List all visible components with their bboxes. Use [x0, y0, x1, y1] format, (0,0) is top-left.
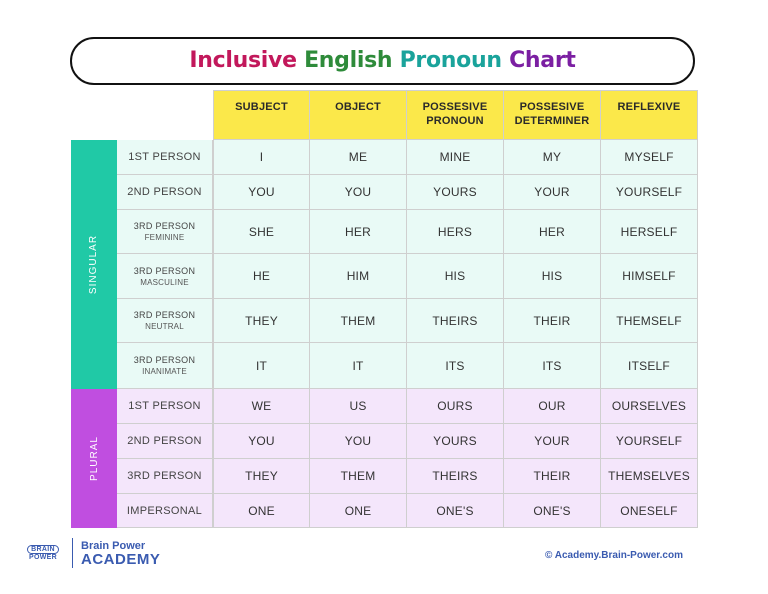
- singular-group-label: [71, 140, 117, 389]
- table-cell: THEM: [310, 459, 407, 494]
- table-cell: THEIR: [504, 459, 601, 494]
- table-cell: OURSELVES: [601, 389, 698, 424]
- brand-name: [81, 539, 160, 567]
- table-cell: WE: [213, 389, 310, 424]
- row-label-text: 2ND PERSON: [127, 186, 202, 198]
- badge-bottom-text: POWER: [29, 554, 57, 561]
- table-cell: THEY: [213, 459, 310, 494]
- row-label: [117, 175, 213, 210]
- brain-power-badge-icon: [22, 538, 64, 568]
- table-cell: ITS: [407, 343, 504, 389]
- table-cell: MY: [504, 140, 601, 175]
- table-cell: SHE: [213, 210, 310, 254]
- table-cell: HIS: [407, 254, 504, 299]
- table-cell: THEIRS: [407, 299, 504, 343]
- table-cell: YOURSELF: [601, 175, 698, 210]
- row-label-text: 3RD PERSON: [133, 221, 196, 231]
- table-cell: IT: [310, 343, 407, 389]
- table-cell: YOUR: [504, 175, 601, 210]
- plural-group-text: PLURAL: [88, 436, 100, 481]
- table-cell: HE: [213, 254, 310, 299]
- table-cell: HIM: [310, 254, 407, 299]
- table-cell: YOURS: [407, 175, 504, 210]
- table-cell: YOU: [213, 175, 310, 210]
- table-cell: ITSELF: [601, 343, 698, 389]
- table-cell: HERSELF: [601, 210, 698, 254]
- row-label: [117, 424, 213, 459]
- table-cell: ONESELF: [601, 494, 698, 528]
- row-label-subtext: NEUTRAL: [145, 322, 184, 331]
- row-label: [117, 210, 213, 254]
- row-label-subtext: MASCULINE: [140, 277, 189, 287]
- table-cell: YOUR: [504, 424, 601, 459]
- row-label-subtext: INANIMATE: [142, 367, 187, 376]
- table-cell: ONE'S: [504, 494, 601, 528]
- table-cell: US: [310, 389, 407, 424]
- brand-logo: [22, 538, 160, 568]
- badge-top-text: BRAIN: [27, 545, 59, 554]
- column-header: REFLEXIVE: [601, 90, 698, 140]
- table-cell: MYSELF: [601, 140, 698, 175]
- row-label: [117, 140, 213, 175]
- table-cell: I: [213, 140, 310, 175]
- plural-group-label: [71, 389, 117, 528]
- table-cell: ONE: [213, 494, 310, 528]
- table-cell: ONE'S: [407, 494, 504, 528]
- table-cell: THEIR: [504, 299, 601, 343]
- brand-line-1: Brain Power: [81, 540, 146, 552]
- row-label: [117, 459, 213, 494]
- title-word-4: Chart: [509, 48, 576, 73]
- table-cell: MINE: [407, 140, 504, 175]
- table-cell: YOURS: [407, 424, 504, 459]
- table-cell: HERS: [407, 210, 504, 254]
- table-cell: THEY: [213, 299, 310, 343]
- table-cell: ONE: [310, 494, 407, 528]
- row-label-subtext: FEMININE: [144, 233, 185, 242]
- table-cell: IT: [213, 343, 310, 389]
- table-cell: THEMSELF: [601, 299, 698, 343]
- table-cell: ME: [310, 140, 407, 175]
- row-label-text: IMPERSONAL: [126, 504, 203, 517]
- table-cell: ITS: [504, 343, 601, 389]
- table-cell: HER: [504, 210, 601, 254]
- column-header: SUBJECT: [213, 90, 310, 140]
- brand-line-2: ACADEMY: [81, 551, 161, 568]
- row-label-text: 3RD PERSON: [133, 310, 196, 320]
- title-word-2: English: [304, 48, 393, 73]
- singular-group-text: SINGULAR: [88, 234, 100, 295]
- table-cell: THEM: [310, 299, 407, 343]
- table-cell: OUR: [504, 389, 601, 424]
- row-label-text: 3RD PERSON: [133, 265, 196, 276]
- title-word-1: Inclusive: [189, 48, 297, 73]
- table-cell: THEIRS: [407, 459, 504, 494]
- table-cell: YOURSELF: [601, 424, 698, 459]
- table-cell: THEMSELVES: [601, 459, 698, 494]
- row-label-text: 2ND PERSON: [127, 435, 202, 447]
- table-cell: YOU: [310, 175, 407, 210]
- table-cell: YOU: [213, 424, 310, 459]
- column-header: POSSESIVE DETERMINER: [504, 90, 601, 140]
- table-cell: YOU: [310, 424, 407, 459]
- row-label: [117, 254, 213, 299]
- column-header: POSSESIVE PRONOUN: [407, 90, 504, 140]
- table-cell: HIMSELF: [601, 254, 698, 299]
- row-label: [117, 494, 213, 528]
- table-cell: OURS: [407, 389, 504, 424]
- table-cell: HER: [310, 210, 407, 254]
- row-label: [117, 343, 213, 389]
- row-label-text: 3RD PERSON: [133, 355, 196, 365]
- row-label-text: 3RD PERSON: [127, 470, 202, 482]
- row-label: [117, 299, 213, 343]
- row-label-text: 1ST PERSON: [128, 400, 201, 412]
- table-cell: HIS: [504, 254, 601, 299]
- row-label: [117, 389, 213, 424]
- title-banner: [70, 37, 695, 85]
- column-header: OBJECT: [310, 90, 407, 140]
- logo-divider: [72, 538, 73, 568]
- row-label-text: 1ST PERSON: [128, 151, 201, 163]
- title-word-3: Pronoun: [399, 48, 502, 73]
- page-title: [72, 39, 693, 83]
- copyright-text: © Academy.Brain-Power.com: [545, 550, 683, 561]
